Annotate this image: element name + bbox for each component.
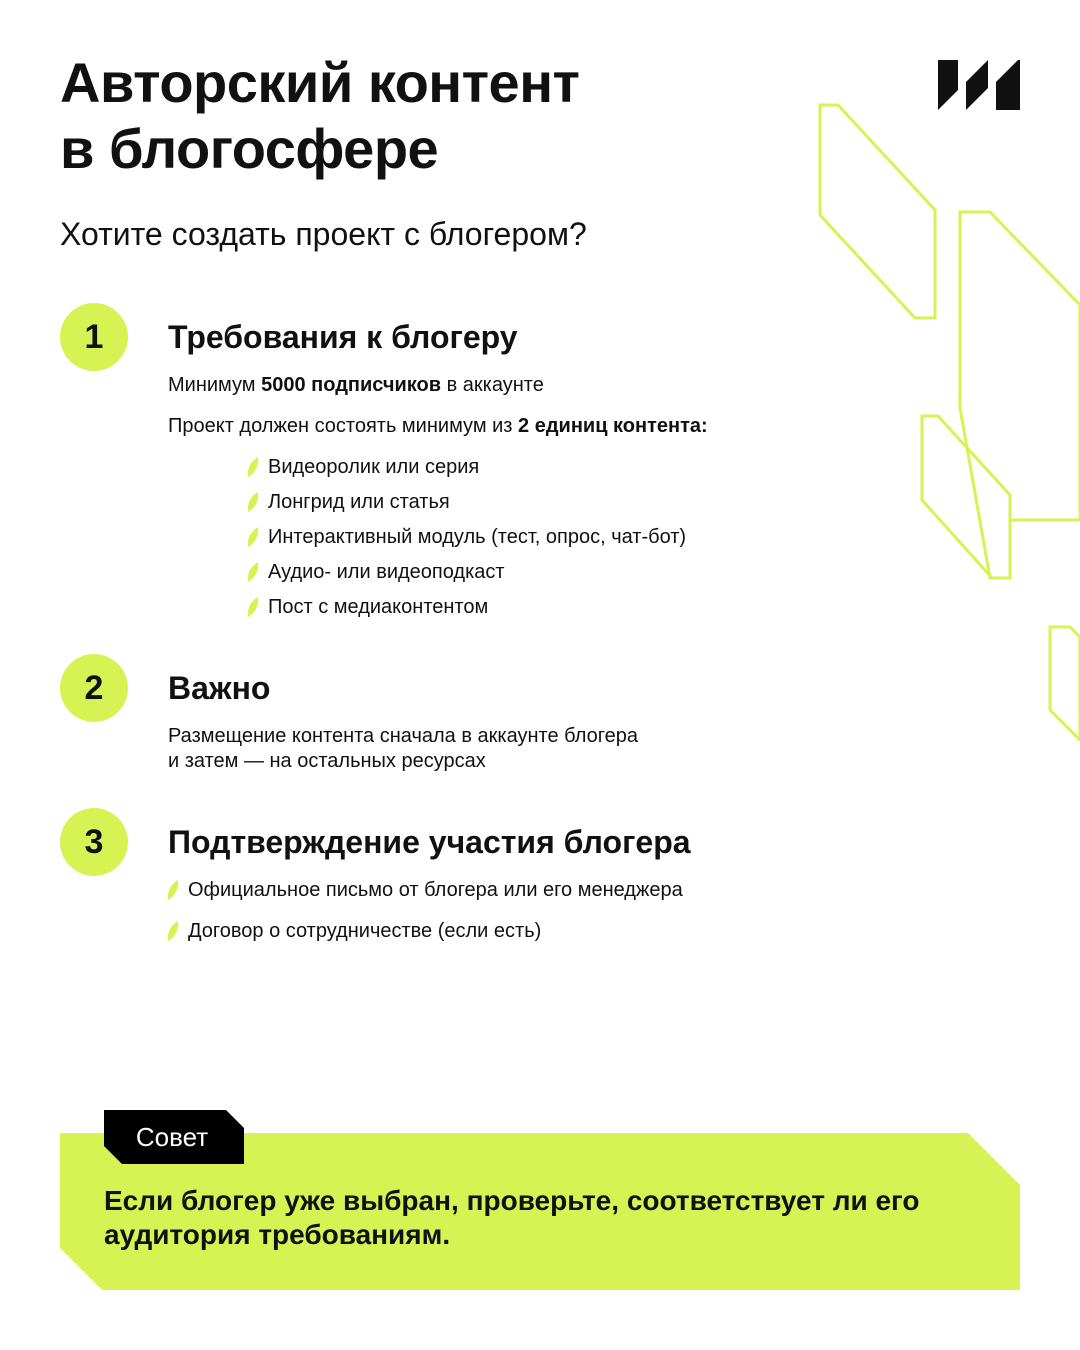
list-item: Лонгрид или статья	[246, 489, 450, 515]
leaf-bullet-icon	[246, 491, 260, 513]
section-1-content-units-line: Проект должен состоять минимум из 2 единиц контента:	[168, 415, 708, 437]
outline-shape-1	[820, 105, 935, 318]
page-subtitle: Хотите создать проект с блогером?	[60, 216, 587, 252]
list-item: Аудио- или видеоподкаст	[246, 559, 505, 585]
title-line-2: в блогосфере	[60, 117, 439, 180]
section-2-text-line-2: и затем — на остальных ресурсах	[168, 750, 486, 772]
step-2-number: 2	[60, 654, 128, 722]
leaf-bullet-icon	[246, 561, 260, 583]
tip-badge-label: Совет	[135, 1122, 209, 1152]
brand-logo-icon	[938, 60, 1020, 110]
tip-text: Если блогер уже выбран, проверьте, соответствует ли его аудитория требованиям.	[104, 1185, 920, 1250]
section-2-title: Важно	[168, 670, 271, 706]
outline-shape-2	[960, 212, 1080, 578]
leaf-bullet-icon	[246, 596, 260, 618]
page-title	[60, 50, 820, 182]
leaf-bullet-icon	[166, 920, 180, 942]
outline-shape-3	[922, 416, 1010, 578]
list-item: Пост с медиаконтентом	[246, 594, 488, 620]
section-2-text-line-1: Размещение контента сначала в аккаунте блогера	[168, 725, 638, 747]
section-1-title: Требования к блогеру	[168, 319, 518, 355]
list-item: Интерактивный модуль (тест, опрос, чат-бот)	[246, 524, 686, 550]
list-item: Видеоролик или серия	[246, 454, 479, 480]
outline-shape-4	[1050, 627, 1080, 740]
list-item: Договор о сотрудничестве (если есть)	[166, 918, 541, 944]
leaf-bullet-icon	[246, 526, 260, 548]
list-item: Официальное письмо от блогера или его менеджера	[166, 877, 683, 903]
step-3-number: 3	[60, 808, 128, 876]
step-1-number: 1	[60, 303, 128, 371]
section-1-followers-line: Минимум 5000 подписчиков в аккаунте	[168, 374, 544, 396]
leaf-bullet-icon	[166, 879, 180, 901]
title-line-1: Авторский контент	[60, 51, 580, 114]
leaf-bullet-icon	[246, 456, 260, 478]
section-3-title: Подтверждение участия блогера	[168, 824, 691, 860]
